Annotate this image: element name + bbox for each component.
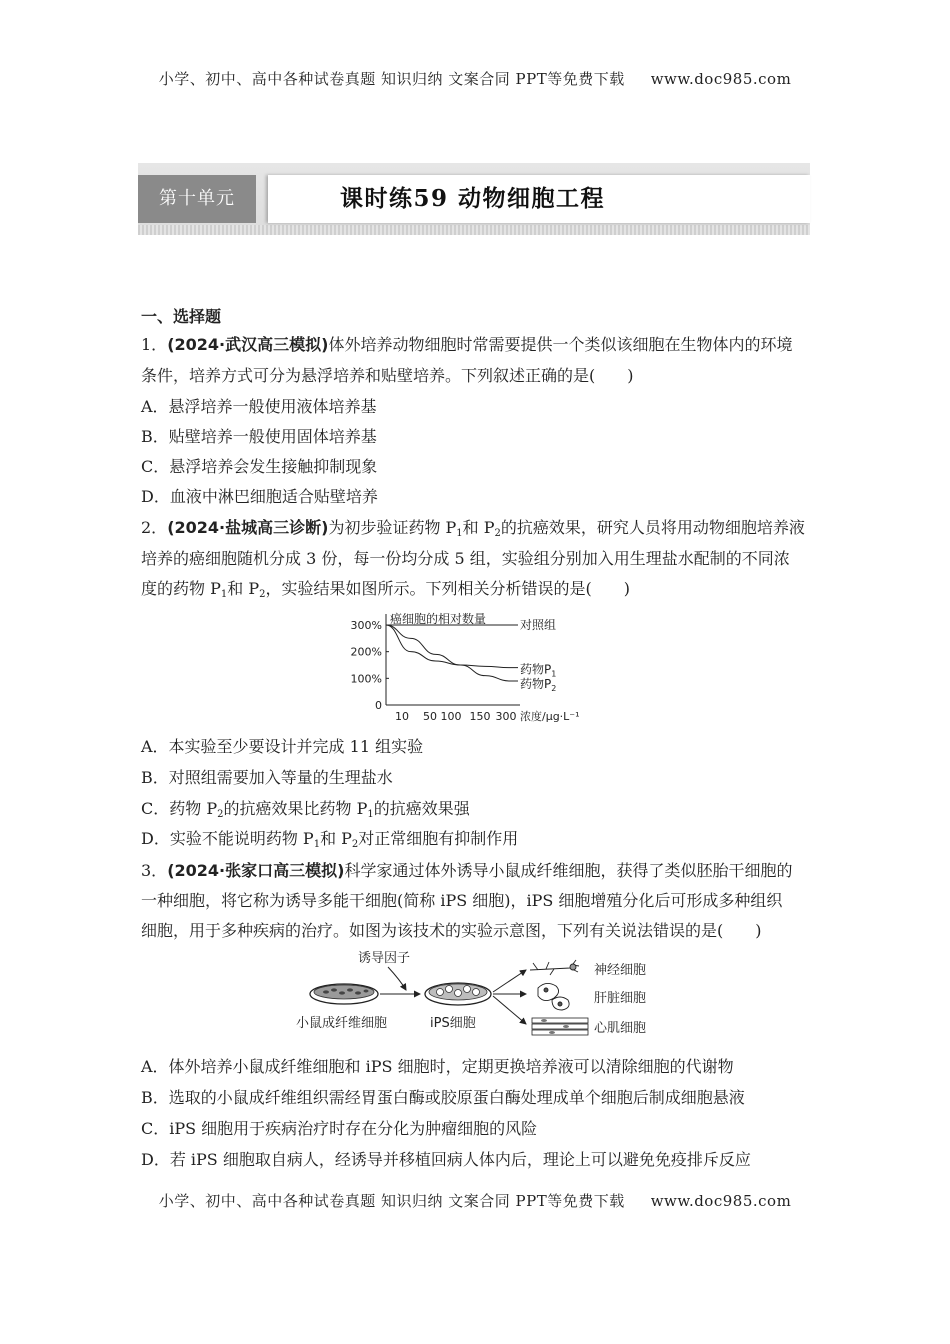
legend-label: 药物$P_2$ (520, 677, 557, 693)
q1-option-b: B．贴壁培养一般使用固体培养基 (141, 427, 377, 446)
y-tick-label: 0 (375, 699, 382, 712)
arrow-to-nerve (493, 970, 526, 992)
y-tick-label: 200% (350, 645, 382, 659)
q1-line-1 (141, 335, 792, 355)
q1-line-2: 条件，培养方式可分为悬浮培养和贴壁培养。下列叙述正确的是( ) (141, 366, 634, 385)
q2-text-3b: 和 P (227, 579, 260, 598)
q3-line-3: 细胞，用于多种疾病的治疗。如图为该技术的实验示意图，下列有关说法错误的是( ) (141, 921, 762, 940)
factor-arrow (388, 967, 406, 990)
q1-number: 1． (141, 335, 168, 354)
y-axis-label: 癌细胞的相对数量 (390, 612, 487, 626)
x-axis-label: 浓度/μg·L⁻¹ (520, 710, 580, 723)
footer-text: 小学、初中、高中各种试卷真题 知识归纳 文案合同 PPT等免费下载 (158, 1192, 625, 1210)
q2-chart (330, 610, 620, 728)
q1-option-a: A．悬浮培养一般使用液体培养基 (141, 397, 377, 416)
q2-sub: 2 (259, 589, 266, 600)
target-nerve: 神经细胞 (594, 963, 647, 978)
q2-sub: 1 (220, 589, 228, 600)
page-title: 课时练59 动物细胞工程 (340, 185, 606, 212)
arrow-to-heart (493, 996, 526, 1024)
page-header (0, 68, 950, 89)
q3-source: (2024·张家口高三模拟) (167, 861, 345, 880)
target-heart: 心肌细胞 (594, 1021, 647, 1036)
q1-option-c: C．悬浮培养会发生接触抑制现象 (141, 457, 378, 476)
q2-opt-c-3: 的抗癌效果强 (373, 799, 470, 818)
x-tick-label: 50 (423, 710, 437, 723)
legend-label: 对照组 (520, 618, 557, 632)
y-tick-label: 100% (350, 672, 382, 686)
page-footer (0, 1190, 950, 1211)
q2-text-1c: 的抗癌效果，研究人员将用动物细胞培养液 (500, 518, 805, 537)
source-cell-label: 小鼠成纤维细胞 (296, 1016, 388, 1031)
legend-sub: 2 (551, 684, 557, 693)
q2-number: 2． (141, 518, 168, 537)
q2-text-3c: ，实验结果如图所示。下列相关分析错误的是( ) (265, 579, 630, 598)
q1-option-d: D．血液中淋巴细胞适合贴壁培养 (141, 487, 378, 506)
q2-sub: 2 (217, 809, 224, 820)
y-tick-label: 300% (350, 619, 382, 632)
liver-cell-drawing (538, 983, 569, 1010)
x-ticks (395, 710, 517, 723)
q2-line-2: 培养的癌细胞随机分成 3 份，每一份均分成 5 组，实验组分别加入用生理盐水配制的不同浓 (141, 549, 790, 568)
unit-banner (138, 163, 810, 235)
x-tick-label: 10 (395, 710, 409, 723)
factor-label: 诱导因子 (358, 951, 411, 966)
q2-opt-d-3: 对正常细胞有抑制作用 (358, 829, 519, 848)
x-tick-label: 300 (495, 710, 517, 723)
q3-text-1: 科学家通过体外诱导小鼠成纤维细胞，获得了类似胚胎干细胞的 (344, 861, 793, 880)
target-liver: 肝脏细胞 (594, 991, 647, 1006)
q2-sub: 2 (351, 839, 359, 850)
banner-strip (138, 225, 810, 235)
header-site[interactable]: www.doc985.com (650, 70, 792, 88)
q3-line-2: 一种细胞，将它称为诱导多能干细胞(简称 iPS 细胞)，iPS 细胞增殖分化后可形成多种组织 (141, 891, 783, 910)
q2-sub: 1 (313, 839, 321, 850)
q2-line-1 (141, 518, 805, 538)
x-tick-label: 100 (440, 710, 462, 723)
q2-text-3a: 度的药物 P (141, 579, 221, 598)
q2-opt-d-2: 和 P (320, 829, 352, 848)
q2-option-b: B．对照组需要加入等量的生理盐水 (141, 768, 393, 787)
header-text: 小学、初中、高中各种试卷真题 知识归纳 文案合同 PPT等免费下载 (158, 70, 625, 88)
heart-cell-drawing (532, 1018, 588, 1035)
footer-site[interactable]: www.doc985.com (650, 1192, 792, 1210)
y-ticks (351, 619, 389, 712)
q2-opt-d-1: D．实验不能说明药物 P (141, 829, 314, 848)
q1-source: (2024·武汉高三模拟) (167, 335, 329, 354)
q2-opt-c-1: C．药物 P (141, 799, 218, 818)
title-box (268, 175, 810, 223)
q2-line-3 (141, 579, 630, 599)
q3-option-d: D．若 iPS 细胞取自病人，经诱导并移植回病人体内后，理论上可以避免免疫排斥反应 (141, 1150, 751, 1169)
q1-text-1: 体外培养动物细胞时常需要提供一个类似该细胞在生物体内的环境 (328, 335, 793, 354)
series-lines (386, 625, 518, 681)
q3-option-a: A．体外培养小鼠成纤维细胞和 iPS 细胞时，定期更换培养液可以清除细胞的代谢物 (141, 1057, 734, 1076)
q3-line-1 (141, 861, 792, 881)
q2-option-a: A．本实验至少要设计并完成 11 组实验 (141, 737, 424, 756)
q3-option-c: C．iPS 细胞用于疾病治疗时存在分化为肿瘤细胞的风险 (141, 1119, 538, 1138)
unit-label: 第十单元 (138, 175, 256, 223)
legend-label: 药物$P_1$ (520, 662, 557, 679)
q3-number: 3． (141, 861, 168, 880)
series-line (386, 625, 518, 681)
q2-option-c (141, 799, 470, 819)
ips-diagram (290, 950, 670, 1040)
series-legend (520, 617, 556, 693)
q2-sub: 1 (367, 809, 374, 820)
q2-option-d (141, 829, 518, 849)
q2-source: (2024·盐城高三诊断) (167, 518, 329, 537)
series-line (386, 625, 518, 668)
x-tick-label: 150 (469, 710, 491, 723)
ips-dish (425, 983, 491, 1005)
ips-label: iPS细胞 (430, 1016, 476, 1031)
q2-sub: 2 (494, 528, 501, 539)
nerve-cell-drawing (530, 960, 579, 975)
q3-option-b: B．选取的小鼠成纤维组织需经胃蛋白酶或胶原蛋白酶处理成单个细胞后制成细胞悬液 (141, 1088, 745, 1107)
fibroblast-dish (310, 984, 378, 1004)
q2-sub: 1 (456, 528, 463, 539)
q2-text-1b: 和 P (462, 518, 495, 537)
q2-text-1a: 为初步验证药物 P (328, 518, 457, 537)
section-title: 一、选择题 (141, 307, 222, 326)
legend-sub: 1 (551, 669, 557, 679)
q2-opt-c-2: 的抗癌效果比药物 P (223, 799, 368, 818)
